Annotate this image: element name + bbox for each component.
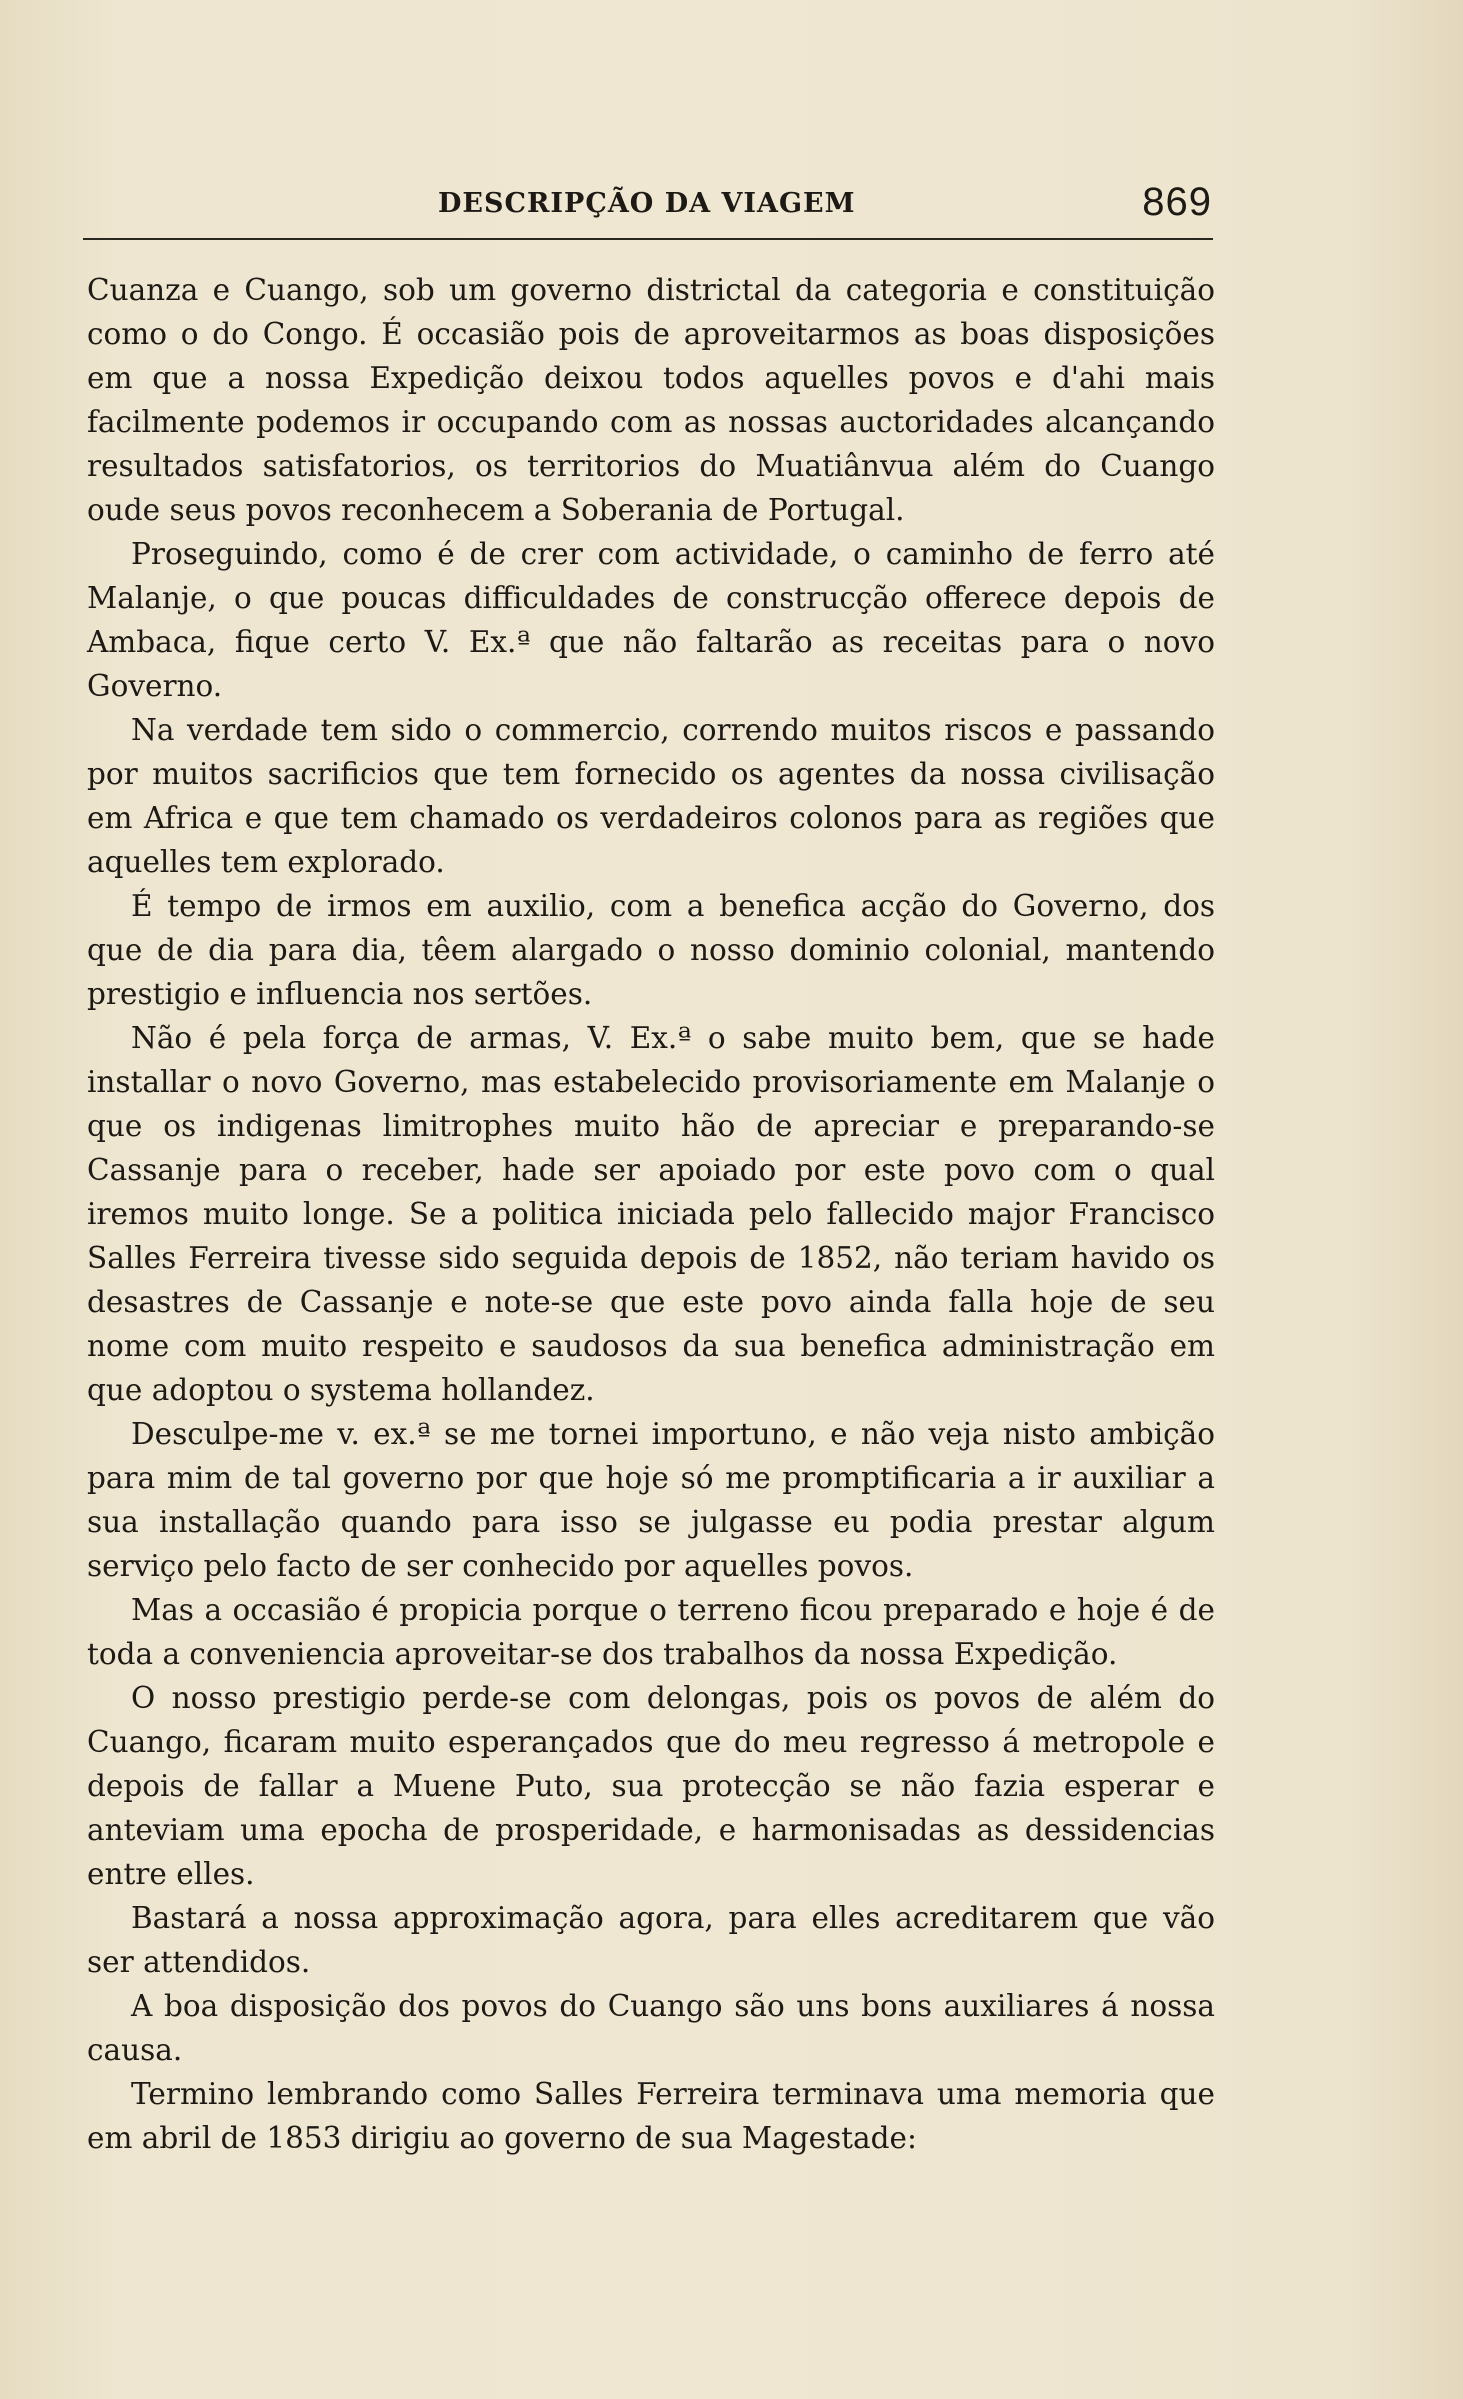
header-rule <box>83 238 1213 240</box>
paragraph: Na verdade tem sido o commercio, correndo muitos riscos e passando por muitos sacrificios que tem fornecido os agentes da nossa civilisação em Africa e que tem chamado os verdadeiros colonos para as regiões que aquelles tem explorado. <box>87 713 1215 879</box>
paragraph: Bastará a nossa approximação agora, para elles acreditarem que vão ser attendidos. <box>87 1901 1215 1979</box>
paragraph: Cuanza e Cuango, sob um governo districtal da categoria e constituição como o do Congo. É occasião pois de aproveitarmos as boas disposições em que a nossa Expedição deixou todos aquelles povos e d'ahi mais facilmente podemos ir occupando com as nossas auctoridades alcançando resultados satisfatorios, os territorios do Muatiânvua além do Cuango oude seus povos reconhecem a Soberania de Portugal. <box>87 273 1215 527</box>
paragraph: Proseguindo, como é de crer com actividade, o caminho de ferro até Malanje, o que poucas difficuldades de construcção offerece depois de Ambaca, fique certo V. Ex.ª que não faltarão as receitas para o novo Governo. <box>87 537 1215 703</box>
paragraph: Mas a occasião é propicia porque o terreno ficou preparado e hoje é de toda a conveniencia aproveitar-se dos trabalhos da nossa Expedição. <box>87 1593 1215 1671</box>
paragraph: Não é pela força de armas, V. Ex.ª o sabe muito bem, que se hade installar o novo Governo, mas estabelecido provisoriamente em Malanje o que os indigenas limitrophes muito hão de apreciar e preparando-se Cassanje para o receber, hade ser apoiado por este povo com o qual iremos muito longe. Se a politica iniciada pelo fallecido major Francisco Salles Ferreira tivesse sido seguida depois de 1852, não teriam havido os desastres de Cassanje e note-se que este povo ainda falla hoje de seu nome com muito respeito e saudosos da sua benefica administração em que adoptou o systema hollandez. <box>87 1021 1215 1407</box>
paragraph: O nosso prestigio perde-se com delongas, pois os povos de além do Cuango, ficaram muito esperançados que do meu regresso á metropole e depois de fallar a Muene Puto, sua protecção se não fazia esperar e anteviam uma epocha de prosperidade, e harmonisadas as dessidencias entre elles. <box>87 1681 1215 1891</box>
page-number: 869 <box>1142 180 1212 224</box>
paragraph: A boa disposição dos povos do Cuango são uns bons auxiliares á nossa causa. <box>87 1989 1215 2067</box>
page-header <box>88 180 1212 230</box>
paragraph: É tempo de irmos em auxilio, com a benefica acção do Governo, dos que de dia para dia, têem alargado o nosso dominio colonial, mantendo prestigio e influencia nos sertões. <box>87 889 1215 1011</box>
body-text <box>87 268 1215 2160</box>
paragraph: Desculpe-me v. ex.ª se me tornei importuno, e não veja nisto ambição para mim de tal governo por que hoje só me promptificaria a ir auxiliar a sua installação quando para isso se julgasse eu podia prestar algum serviço pelo facto de ser conhecido por aquelles povos. <box>87 1417 1215 1583</box>
running-title: DESCRIPÇÃO DA VIAGEM <box>438 188 856 219</box>
paragraph: Termino lembrando como Salles Ferreira terminava uma memoria que em abril de 1853 dirigiu ao governo de sua Magestade: <box>87 2077 1215 2155</box>
